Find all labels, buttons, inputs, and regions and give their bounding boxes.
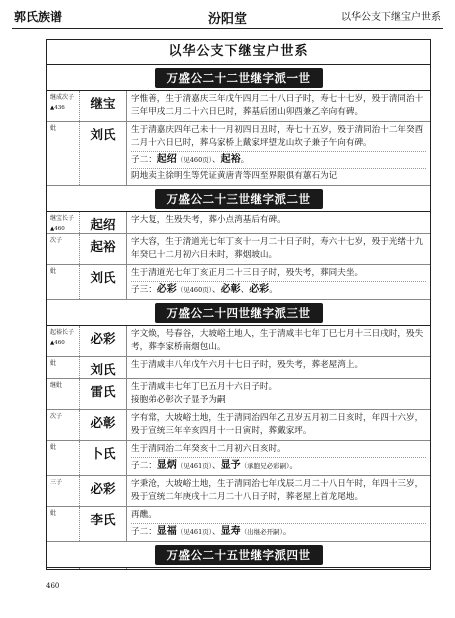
table-row	[47, 568, 430, 570]
relation-cell	[47, 410, 80, 440]
header-rule	[12, 28, 443, 29]
relation-cell	[47, 441, 80, 475]
person-name: 起裕	[80, 234, 127, 264]
relation-cell	[47, 379, 80, 409]
table-row	[47, 326, 430, 357]
child-name: 显予	[220, 460, 241, 471]
child-name: 必彩	[156, 284, 177, 295]
children-end: 。	[240, 155, 250, 165]
person-name: 必彰	[80, 410, 127, 440]
genealogy-table	[46, 39, 431, 570]
relation-label: 妣	[50, 510, 57, 517]
person-name: 雷氏	[80, 379, 127, 409]
person-name: 刘氏	[80, 357, 127, 378]
generation-band	[47, 65, 430, 91]
children-line: 子三：必彩（见460页）、必彰、必彩。	[131, 281, 426, 297]
book-title: 郭氏族谱	[14, 10, 63, 24]
child-note: （见461页）	[176, 462, 212, 470]
person-name: 刘氏	[80, 265, 127, 299]
relation-label: 继宝长子	[50, 215, 75, 222]
biography-cell	[127, 265, 430, 299]
table-row	[47, 234, 430, 265]
child-note: （见461页）	[176, 528, 212, 536]
children-end: 。	[289, 461, 298, 471]
children-line: 子二：起绍（见460页）、起裕。	[131, 151, 426, 167]
relation-cell	[47, 357, 80, 378]
generation-heading: 万盛公二十三世继字派二世	[155, 189, 323, 209]
children-label: 子二：	[131, 527, 157, 537]
generation-heading: 万盛公二十五世继字派四世	[155, 545, 323, 565]
table-row	[47, 122, 430, 186]
relation-cell	[47, 507, 80, 541]
table-row	[47, 265, 430, 300]
children-line: 子二：显福（见461页）、显寿（出继必开嗣）。	[131, 523, 426, 539]
table-row	[47, 441, 430, 476]
relation-label: 三子	[50, 479, 63, 486]
generation-band	[47, 186, 430, 212]
children-label: 子三：	[131, 285, 157, 295]
biography-cell	[127, 441, 430, 475]
biography-text: 生于清咸丰八年戊午六月十七日子时，殁失考，葬老屋湾上。	[131, 360, 364, 370]
child-name: 起裕	[220, 154, 241, 165]
table-row	[47, 91, 430, 122]
person-name: 起绍	[80, 212, 127, 233]
biography-cell	[127, 476, 430, 506]
children-label: 子二：	[131, 155, 157, 165]
burial-note: 阴地卖主徐明生等凭证黄唐青等四至界限俱有蕙石为记	[131, 168, 426, 183]
person-name: 刘氏	[80, 122, 127, 185]
generation-band	[47, 300, 430, 326]
biography-text: 字大容，生于清道光七年丁亥十一月二十日子时，寿六十七岁，殁于光绪十九年癸巳十二月初六日未时，葬烟坡山。	[131, 237, 424, 260]
biography-cell	[127, 568, 430, 570]
biography-text: 字秉沧，大坡峪土地，生于清同治七年戊辰二月二十八日午时，年四十三岁，殁于宣统二年庚戌十二月二十八日子时，葬老屋上首龙尾地。	[131, 479, 424, 502]
biography-text: 生于清嘉庆四年己未十一月初四日丑时，寿七十五岁，殁于清同治十二年癸酉二月十六日巳时，葬乌家桥上戴家坪望龙山坎子兼子午向有碑。	[131, 125, 424, 148]
child-name: 必彩	[249, 284, 270, 295]
children-end: 。	[269, 285, 278, 295]
person-name: 卜氏	[80, 441, 127, 475]
page-number: 460	[46, 582, 60, 590]
children-line: 子二：显炳（见461页）、显予（承胞兄必彩嗣）。	[131, 457, 426, 473]
person-name: 李氏	[80, 507, 127, 541]
biography-text: 生于清道光七年丁亥正月二十三日子时，殁失考，葬同夫坐。	[131, 268, 364, 278]
biography-cell	[127, 357, 430, 378]
child-note: （出继必开嗣）	[240, 528, 283, 536]
children-end: 。	[282, 527, 292, 537]
relation-label: 次子	[50, 237, 63, 244]
table-row	[47, 379, 430, 410]
table-row	[47, 357, 430, 379]
hall-name: 汾阳堂	[207, 12, 247, 27]
relation-label: 妣	[50, 125, 57, 132]
child-note: （承胞兄必彩嗣）	[240, 462, 290, 470]
biography-cell	[127, 507, 430, 541]
generation-heading: 万盛公二十二世继字派一世	[155, 68, 323, 88]
biography-text: 接胞弟必彰次子显予为嗣	[131, 395, 226, 405]
table-row	[47, 476, 430, 507]
child-name: 显福	[156, 526, 177, 537]
biography-cell	[127, 91, 430, 121]
biography-text: 生于清咸丰七年丁巳五月十六日子时。	[131, 382, 278, 392]
generation-heading: 万盛公二十四世继字派三世	[155, 303, 323, 323]
page-reference: ▲460	[50, 340, 65, 346]
relation-label: 妣	[50, 268, 57, 275]
relation-cell	[47, 91, 80, 121]
relation-cell	[47, 234, 80, 264]
child-name: 显炳	[156, 460, 177, 471]
relation-cell	[47, 476, 80, 506]
biography-text: 字大复，生殁失考，葬小点湾基后有碑。	[131, 215, 286, 225]
child-name: 必彰	[220, 284, 241, 295]
biography-cell	[127, 379, 430, 409]
relation-label: 起裕长子	[50, 329, 75, 336]
biography-text: 再醮。	[131, 510, 157, 520]
biography-cell	[127, 212, 430, 233]
person-name	[80, 568, 127, 570]
relation-label: 继妣	[50, 382, 63, 389]
biography-text: 字惟善，生于清嘉庆三年戊午四月二十八日子时，寿七十七岁，殁于清同治十三年甲戌二月二十六日巳时，葬基后团山卯酉兼乙辛向有碑。	[131, 94, 424, 117]
table-title: 以华公支下继宝户世系	[47, 40, 430, 65]
relation-cell	[47, 265, 80, 299]
biography-cell	[127, 410, 430, 440]
relation-cell	[47, 122, 80, 185]
relation-label: 次子	[50, 413, 63, 420]
relation-cell	[47, 568, 80, 570]
relation-cell	[47, 326, 80, 356]
relation-cell	[47, 212, 80, 233]
biography-cell	[127, 234, 430, 264]
section-name: 以华公支下继宝户世系	[341, 12, 441, 23]
biography-cell	[127, 122, 430, 185]
table-row	[47, 507, 430, 542]
child-name: 显寿	[220, 526, 241, 537]
children-label: 子二：	[131, 461, 157, 471]
biography-text: 字文焕，号春谷，大坡峪土地人，生于清咸丰七年丁巳七月十三日戌时，殁失考，葬李家桥南烟包山。	[131, 329, 424, 352]
relation-label: 妣	[50, 444, 57, 451]
relation-label: 妣	[50, 360, 57, 367]
relation-label: 继成次子	[50, 94, 75, 101]
generation-band	[47, 542, 430, 568]
running-header	[12, 6, 443, 26]
child-note: （见460页）	[176, 286, 212, 294]
biography-text: 生于清同治二年癸亥十二月初六日亥时。	[131, 444, 286, 454]
child-name: 起绍	[156, 154, 177, 165]
child-note: （见460页）	[176, 156, 212, 164]
person-name: 必彩	[80, 326, 127, 356]
table-row	[47, 410, 430, 441]
person-name: 必彩	[80, 476, 127, 506]
table-row	[47, 212, 430, 234]
page-reference: ▲436	[50, 105, 65, 111]
biography-text: 字有常，大坡峪土地，生于清同治四年乙丑岁五月初二日亥时，年四十六岁，殁于宣统三年辛亥四月十一日寅时，葬戴家坪。	[131, 413, 424, 436]
biography-cell	[127, 326, 430, 356]
person-name: 继宝	[80, 91, 127, 121]
page-reference: ▲460	[50, 226, 65, 232]
